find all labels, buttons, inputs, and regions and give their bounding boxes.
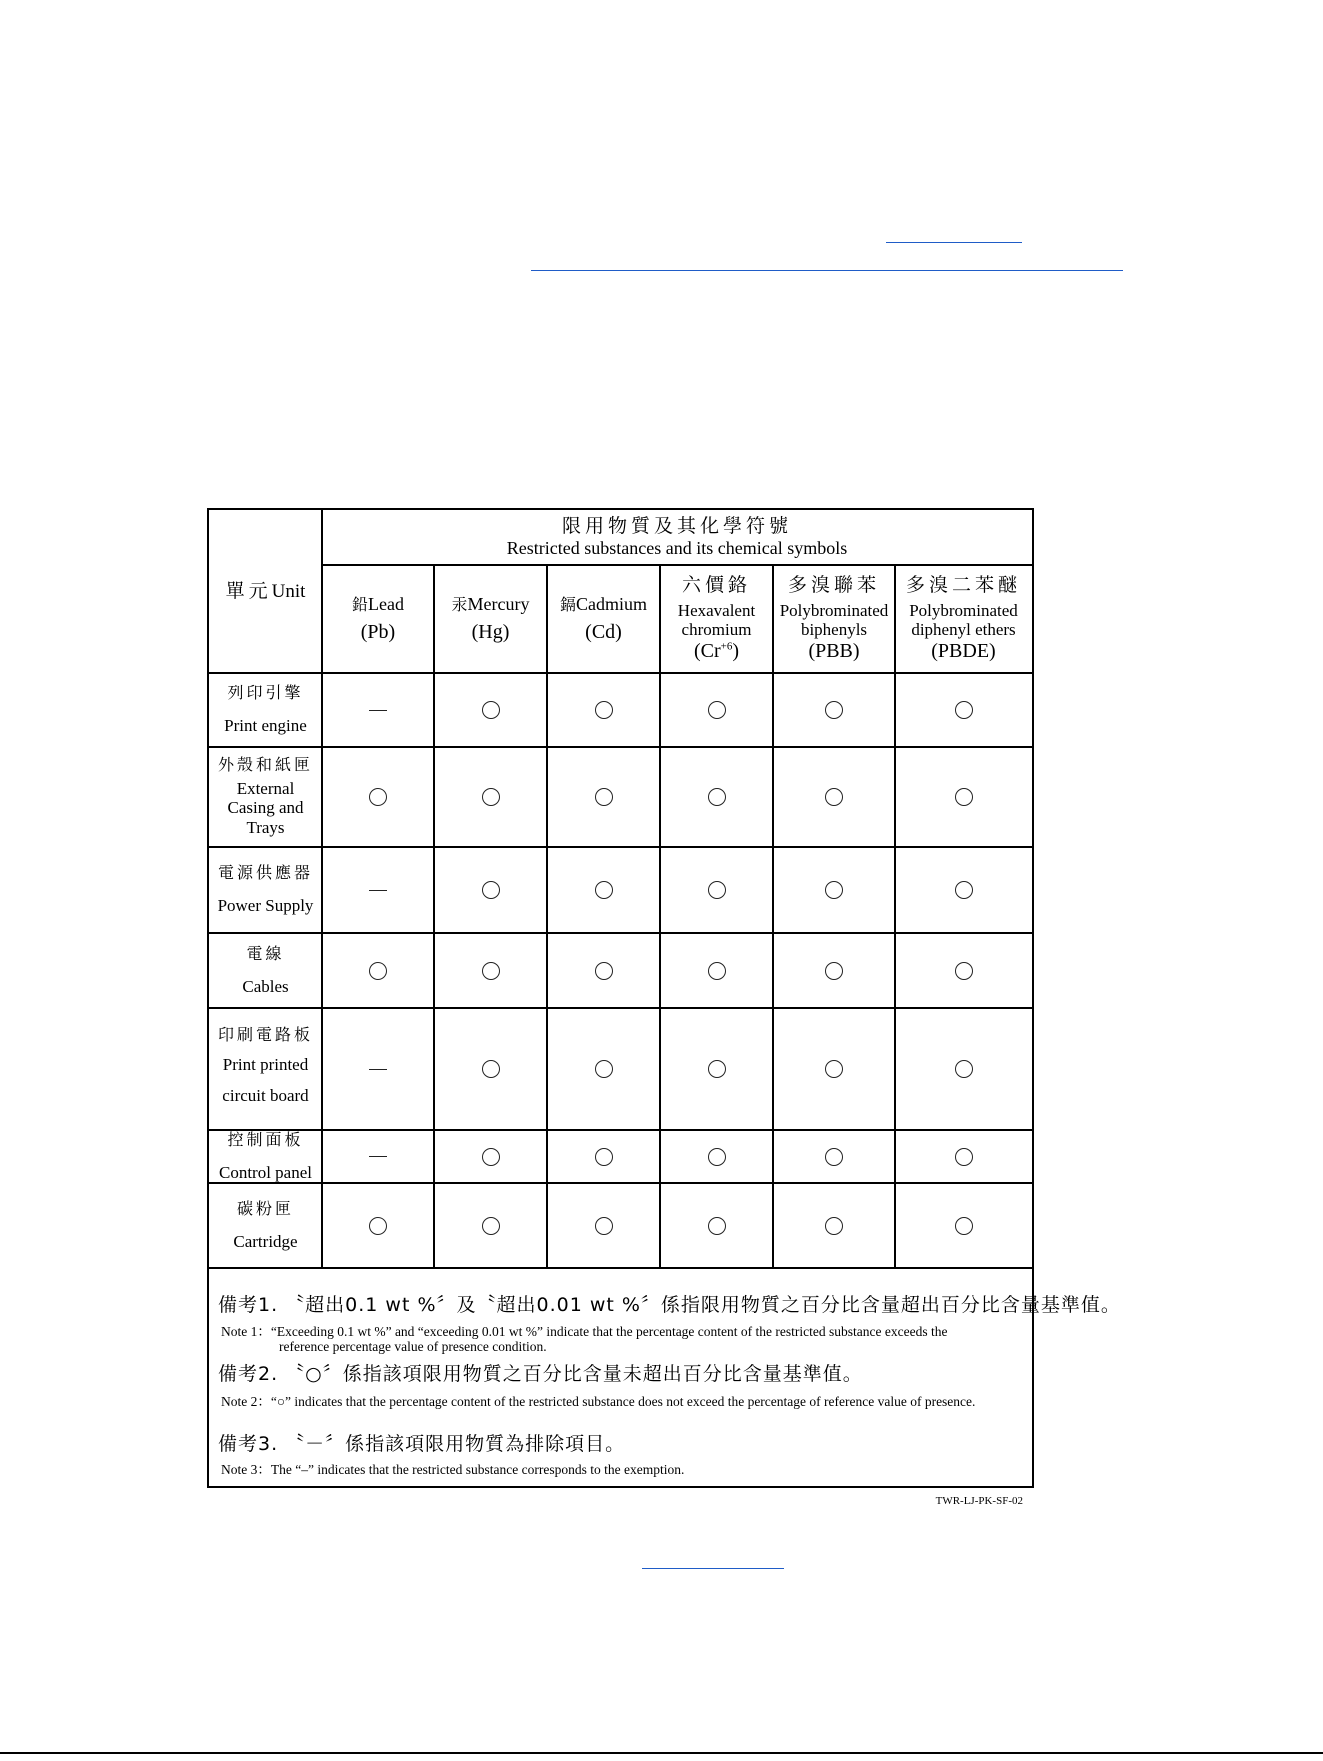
mark-cell [895, 933, 1032, 1008]
circle-mark-icon [708, 962, 726, 980]
grid-line [321, 510, 323, 1268]
mark-cell [895, 673, 1032, 747]
unit-header-cell [209, 510, 322, 673]
note1-zh: 備考1. 〝超出0.1 wt %〞及〝超出0.01 wt %〞係指限用物質之百分比含量超出百分比含量基準值。 [218, 1294, 1121, 1316]
row-label-3 [209, 933, 322, 1008]
row-label-5 [209, 1130, 322, 1183]
row-label-0 [209, 673, 322, 747]
column-en-2: biphenyls [800, 620, 868, 640]
column-name-line [452, 594, 530, 615]
row-label-en: External [236, 778, 295, 798]
mark-cell [322, 847, 434, 933]
circle-mark-icon [595, 881, 613, 899]
circle-mark-icon [825, 962, 843, 980]
column-header-2 [547, 565, 660, 673]
row-label-en: Cables [242, 976, 289, 996]
note1-en: Note 1：“Exceeding 0.1 wt %” and “exceeding 0.01 wt %” indicate that the percentage content of the restricted substance exceeds the [221, 1324, 948, 1339]
unit-label-zh: 單元 [225, 579, 272, 602]
note2-en: Note 2：“○” indicates that the percentage content of the restricted substance does not exceed the percentage of reference value of presence. [221, 1394, 976, 1409]
grid-line [659, 565, 661, 1268]
symbol-text: (PBDE) [931, 639, 996, 662]
column-zh: 六價鉻 [681, 574, 751, 597]
mark-cell [322, 747, 434, 847]
circle-mark-icon [482, 701, 500, 719]
mark-cell [660, 1183, 773, 1268]
note2-zh: 備考2. 〝○〞係指該項限用物質之百分比含量未超出百分比含量基準值。 [218, 1363, 863, 1385]
substances-header-cell [322, 510, 1032, 565]
link-underline-3[interactable] [642, 1568, 784, 1569]
row-label-en: circuit board [222, 1086, 309, 1106]
column-zh: 鎘 [559, 594, 576, 614]
substances-header-en: Restricted substances and its chemical symbols [506, 538, 848, 559]
column-symbol [361, 621, 395, 644]
mark-cell [547, 847, 660, 933]
circle-mark-icon [955, 881, 973, 899]
mark-cell [773, 1008, 895, 1130]
grid-line [209, 1007, 1032, 1009]
row-label-en: Trays [246, 817, 285, 837]
row-label-6 [209, 1183, 322, 1268]
mark-cell [895, 1183, 1032, 1268]
grid-line [209, 672, 1032, 674]
circle-mark-icon [369, 788, 387, 806]
circle-mark-icon [482, 1060, 500, 1078]
mark-cell [322, 1183, 434, 1268]
circle-mark-icon [708, 1060, 726, 1078]
mark-cell [547, 673, 660, 747]
mark-cell [895, 1130, 1032, 1183]
row-label-zh: 碳粉匣 [236, 1198, 294, 1218]
column-zh: 多溴聯苯 [787, 574, 880, 597]
grid-line [894, 565, 896, 1268]
grid-line [322, 564, 1032, 566]
column-name-line [560, 594, 647, 615]
grid-line [209, 746, 1032, 748]
circle-mark-icon [595, 962, 613, 980]
circle-mark-icon [369, 962, 387, 980]
mark-cell [773, 747, 895, 847]
mark-cell [322, 673, 434, 747]
circle-mark-icon [955, 788, 973, 806]
dash-mark-icon [369, 710, 387, 711]
circle-mark-icon [708, 881, 726, 899]
circle-mark-icon [825, 1060, 843, 1078]
mark-cell [434, 847, 547, 933]
circle-mark-icon [482, 962, 500, 980]
grid-line [209, 1267, 1032, 1269]
dash-mark-icon [369, 890, 387, 891]
link-underline-1[interactable] [886, 242, 1022, 243]
mark-cell [547, 933, 660, 1008]
mark-cell [773, 933, 895, 1008]
circle-mark-icon [595, 1060, 613, 1078]
grid-line [433, 565, 435, 1268]
note1-en-cont: reference percentage value of presence condition. [279, 1339, 547, 1354]
restricted-substances-table [207, 508, 1121, 1488]
column-en-2: chromium [681, 620, 752, 640]
mark-cell [434, 1008, 547, 1130]
circle-mark-icon [369, 1217, 387, 1235]
unit-label-en: Unit [271, 580, 306, 602]
mark-cell [434, 673, 547, 747]
column-en: Cadmium [576, 593, 647, 614]
circle-mark-icon [595, 788, 613, 806]
mark-cell [773, 1183, 895, 1268]
column-header-3 [660, 565, 773, 673]
row-label-zh: 電線 [246, 943, 285, 963]
circle-mark-icon [708, 1217, 726, 1235]
circle-mark-icon [595, 1148, 613, 1166]
mark-cell [660, 847, 773, 933]
symbol-text: (Cd) [585, 621, 622, 644]
column-en: Polybrominated [779, 600, 889, 620]
row-label-en: Print engine [224, 716, 307, 736]
circle-mark-icon [825, 701, 843, 719]
mark-cell [434, 747, 547, 847]
note3-en: Note 3：The “–” indicates that the restricted substance corresponds to the exemption. [221, 1462, 685, 1477]
column-zh: 鉛 [352, 594, 369, 614]
column-header-1 [434, 565, 547, 673]
symbol-text-end: ) [732, 639, 740, 662]
circle-mark-icon [708, 1148, 726, 1166]
circle-mark-icon [482, 881, 500, 899]
mark-cell [322, 933, 434, 1008]
mark-cell [773, 847, 895, 933]
circle-mark-icon [825, 1148, 843, 1166]
circle-mark-icon [825, 881, 843, 899]
symbol-text: (Pb) [360, 621, 396, 644]
circle-mark-icon [482, 1217, 500, 1235]
row-label-en: Print printed [222, 1054, 309, 1074]
column-en-2: diphenyl ethers [911, 620, 1016, 640]
mark-cell [773, 1130, 895, 1183]
column-symbol [931, 640, 995, 663]
grid-line [209, 1129, 1032, 1131]
row-label-zh: 印刷電路板 [217, 1025, 313, 1045]
circle-mark-icon [955, 1217, 973, 1235]
mark-cell [434, 933, 547, 1008]
row-label-en: Casing and [227, 798, 304, 818]
row-label-zh: 電源供應器 [217, 863, 313, 883]
page-bottom-rule [0, 1752, 1323, 1754]
column-zh: 汞 [451, 594, 468, 614]
column-header-0 [322, 565, 434, 673]
mark-cell [660, 933, 773, 1008]
column-symbol [808, 640, 859, 663]
mark-cell [895, 847, 1032, 933]
circle-mark-icon [955, 1148, 973, 1166]
symbol-text: (Cr [693, 639, 721, 662]
row-label-zh: 列印引擎 [227, 683, 304, 703]
circle-mark-icon [482, 788, 500, 806]
row-label-en: Control panel [218, 1162, 312, 1182]
column-symbol [585, 621, 622, 644]
row-label-1 [209, 747, 322, 847]
column-en: Lead [368, 593, 404, 614]
mark-cell [547, 747, 660, 847]
mark-cell [660, 673, 773, 747]
circle-mark-icon [955, 1060, 973, 1078]
mark-cell [547, 1183, 660, 1268]
grid-line [209, 932, 1032, 934]
circle-mark-icon [825, 788, 843, 806]
symbol-superscript: +6 [720, 640, 733, 653]
column-symbol [472, 621, 510, 644]
circle-mark-icon [955, 962, 973, 980]
mark-cell [660, 1008, 773, 1130]
dash-mark-icon [369, 1156, 387, 1157]
circle-mark-icon [482, 1148, 500, 1166]
link-underline-2[interactable] [531, 270, 1123, 271]
column-zh: 多溴二苯醚 [905, 574, 1021, 597]
mark-cell [547, 1130, 660, 1183]
note3-zh: 備考3. 〝－〞係指該項限用物質為排除項目。 [218, 1433, 626, 1455]
document-code: TWR-LJ-PK-SF-02 [935, 1495, 1023, 1507]
mark-cell [773, 673, 895, 747]
column-header-4 [773, 565, 895, 673]
column-symbol [694, 640, 739, 663]
column-en: Mercury [467, 593, 530, 614]
mark-cell [660, 747, 773, 847]
column-en: Polybrominated [909, 600, 1018, 620]
mark-cell [322, 1130, 434, 1183]
substances-header-zh: 限用物質及其化學符號 [561, 515, 792, 538]
mark-cell [895, 747, 1032, 847]
column-header-5 [895, 565, 1032, 673]
row-label-zh: 外殼和紙匣 [217, 755, 313, 775]
circle-mark-icon [708, 701, 726, 719]
mark-cell [322, 1008, 434, 1130]
grid-line [209, 1182, 1032, 1184]
dash-mark-icon [369, 1069, 387, 1070]
grid-line [546, 565, 548, 1268]
grid-line [209, 846, 1032, 848]
row-label-2 [209, 847, 322, 933]
mark-cell [547, 1008, 660, 1130]
circle-mark-icon [825, 1217, 843, 1235]
circle-mark-icon [955, 701, 973, 719]
symbol-text: (PBB) [808, 639, 860, 662]
circle-mark-icon [708, 788, 726, 806]
circle-mark-icon [595, 701, 613, 719]
mark-cell [660, 1130, 773, 1183]
mark-cell [895, 1008, 1032, 1130]
row-label-en: Power Supply [217, 896, 314, 916]
column-name-line [352, 594, 404, 615]
row-label-en: Cartridge [233, 1231, 298, 1251]
symbol-text: (Hg) [471, 621, 510, 644]
mark-cell [434, 1130, 547, 1183]
row-label-zh: 控制面板 [227, 1129, 304, 1149]
row-label-4 [209, 1008, 322, 1130]
mark-cell [434, 1183, 547, 1268]
grid-line [772, 565, 774, 1268]
column-en: Hexavalent [677, 600, 756, 620]
circle-mark-icon [595, 1217, 613, 1235]
